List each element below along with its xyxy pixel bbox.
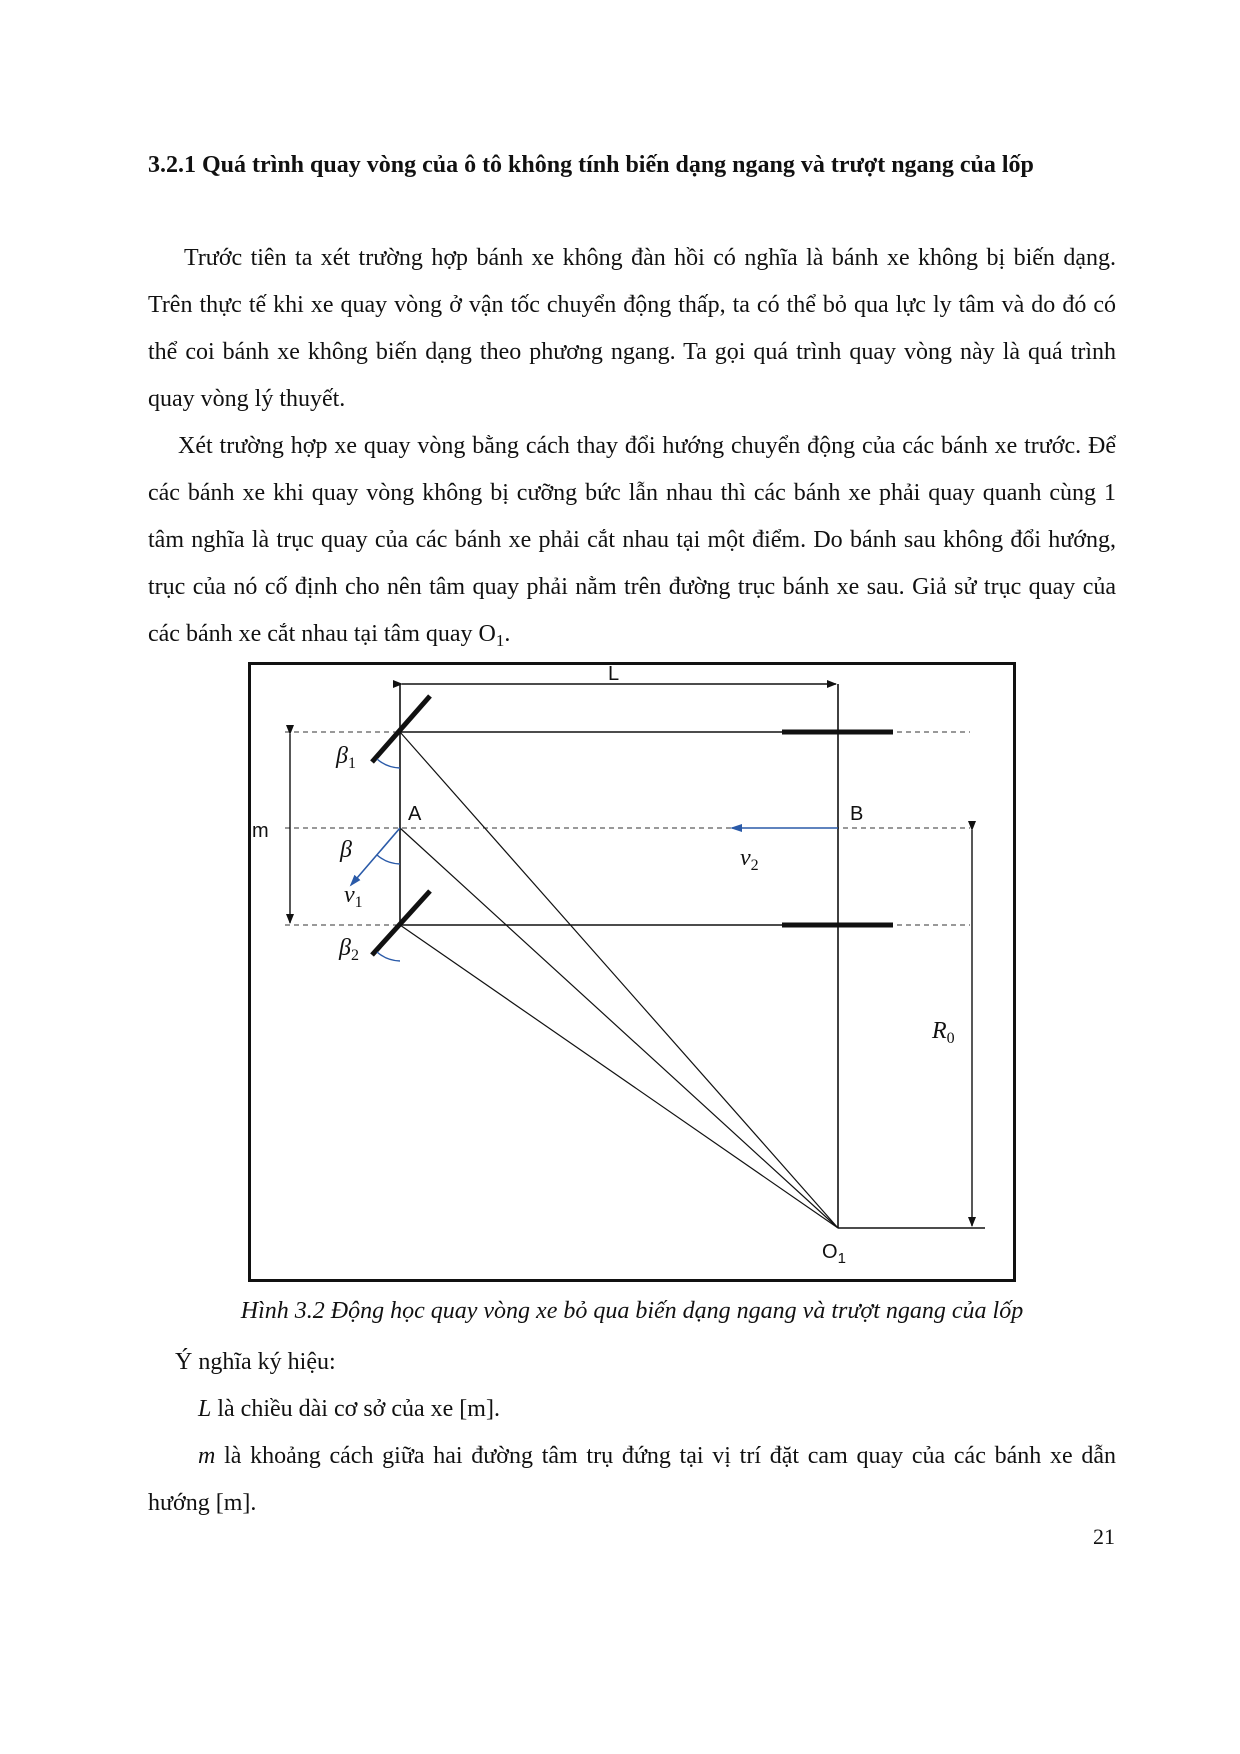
label-O1 (822, 1241, 846, 1267)
label-v1-sub: 1 (354, 894, 363, 911)
beta-angle-arc (377, 855, 400, 864)
label-O1-symbol: O (822, 1241, 838, 1263)
label-v1 (344, 882, 363, 911)
legend-title-text: Ý nghĩa ký hiệu: (175, 1349, 336, 1375)
radius-line-bottom (400, 925, 838, 1228)
label-beta1-sub: 1 (347, 755, 356, 772)
legend-title (148, 1339, 1116, 1386)
legend-item-m (148, 1433, 1116, 1527)
front-wheel-bottom (372, 891, 430, 955)
label-R0-symbol: R (932, 1018, 947, 1044)
paragraph-2-end: . (504, 621, 511, 647)
label-beta2-symbol: β (339, 935, 351, 961)
label-L: L (608, 663, 620, 685)
legend-item-m-text: là khoảng cách giữa hai đường tâm trụ đứng tại vị trí đặt cam quay của các bánh xe dẫn hướng [m]. (148, 1443, 1116, 1516)
label-v2-symbol: v (740, 845, 751, 871)
page-number: 21 (1093, 1524, 1115, 1549)
legend-item-m-symbol: m (198, 1443, 216, 1469)
v1-velocity-arrow (351, 828, 400, 885)
paragraph-1-text: Trước tiên ta xét trường hợp bánh xe không đàn hồi có nghĩa là bánh xe không bị biến dạng. Trên thực tế khi xe quay vòng ở vận tốc chuyển động thấp, ta có thể bỏ qua lực ly tâm và do đó có thể coi bánh xe không biến dạng theo phương ngang. Ta gọi quá trình quay vòng này là quá trình quay vòng lý thuyết. (148, 245, 1116, 412)
label-R0-sub: 0 (946, 1030, 955, 1047)
paragraph-2-subscript: 1 (495, 631, 505, 650)
beta1-angle-arc (377, 759, 400, 768)
label-O1-sub: 1 (837, 1250, 846, 1267)
label-beta2 (338, 935, 359, 964)
label-beta: β (340, 837, 352, 863)
label-v1-symbol: v (344, 882, 355, 908)
figure-caption: Hình 3.2 Động học quay vòng xe bỏ qua biến dạng ngang và trượt ngang của lốp (240, 1298, 1024, 1324)
label-m: m (252, 820, 269, 842)
label-v2-sub: 2 (750, 857, 759, 874)
legend-item-L-text: là chiều dài cơ sở của xe [m]. (211, 1396, 500, 1422)
paragraph-2-text: Xét trường hợp xe quay vòng bằng cách thay đổi hướng chuyển động của các bánh xe trước. Để các bánh xe khi quay vòng không bị cưỡng bức lẫn nhau thì các bánh xe phải quay quanh cùng 1 tâm nghĩa là trục quay của các bánh xe phải cắt nhau tại một điểm. Do bánh sau không đổi hướng, trục của nó cố định cho nên tâm quay phải nằm trên đường trục bánh xe sau. Giả sử trục quay của các bánh xe cắt nhau tại tâm quay (148, 433, 1116, 647)
radius-line-center (400, 828, 838, 1228)
label-R0 (931, 1018, 955, 1047)
legend-item-L-symbol: L (198, 1396, 212, 1422)
label-A: A (408, 803, 422, 825)
front-wheel-top (372, 696, 430, 762)
section-heading: 3.2.1 Quá trình quay vòng của ô tô không tính biến dạng ngang và trượt ngang của lốp (148, 152, 1034, 178)
beta2-angle-arc (377, 952, 400, 961)
label-v2 (740, 845, 759, 874)
label-beta1 (335, 743, 356, 772)
label-beta2-sub: 2 (350, 947, 359, 964)
paragraph-2-symbol: O (478, 621, 496, 647)
label-B: B (850, 803, 864, 825)
label-beta1-symbol: β (336, 743, 348, 769)
legend-item-L (148, 1386, 1116, 1433)
radius-line-top (400, 732, 838, 1228)
